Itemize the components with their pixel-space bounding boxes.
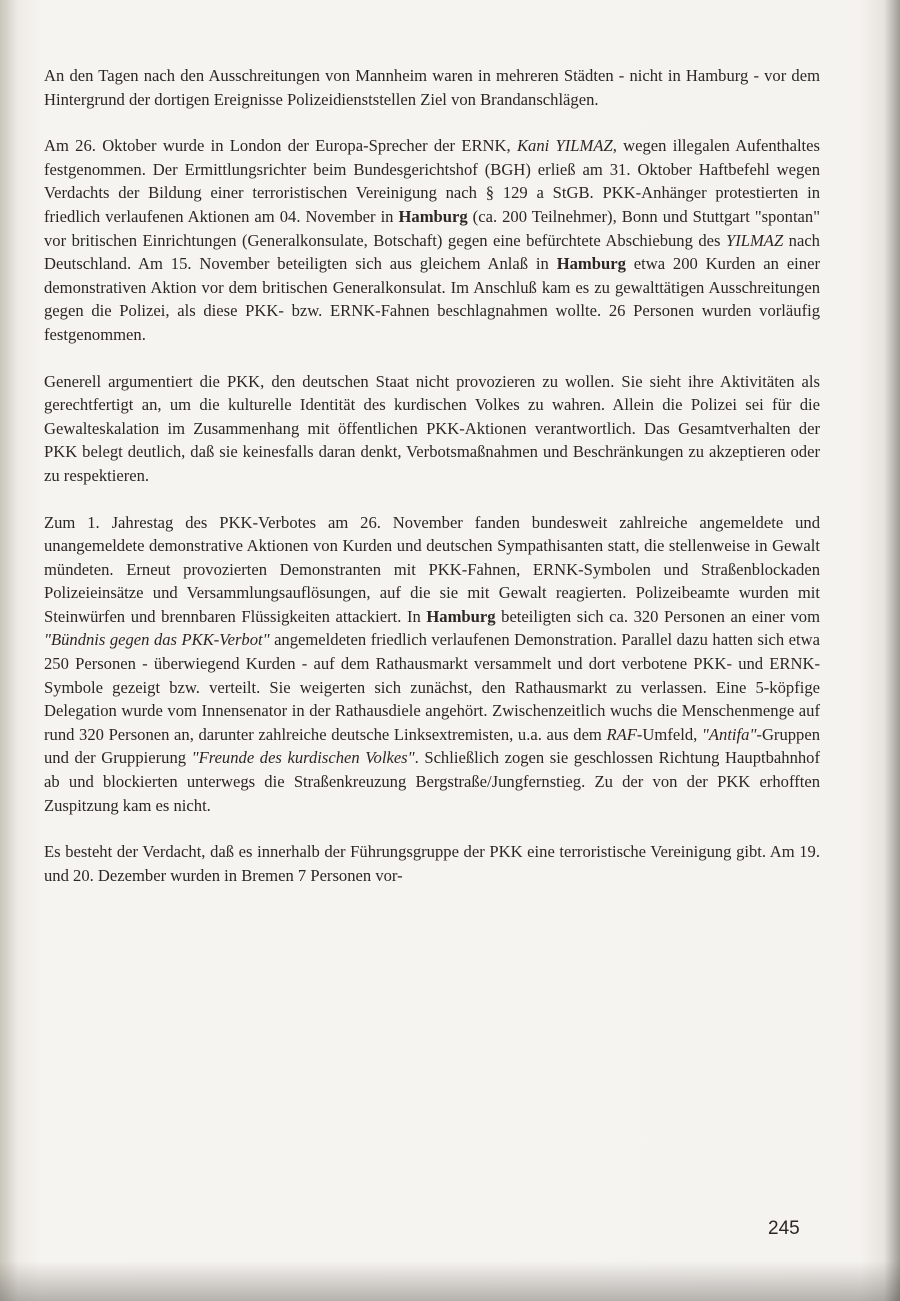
text-run: etwa 200 Kurden an einer demonstrativen Aktion vor dem britischen Generalkonsulat. Im Anschluß kam es zu gewalttätigen Ausschreitungen gegen die Polizei, als diese PKK- bzw. ERNK-Fahnen beschlagnahmen wollte. 26 Personen wurden vorläufig festgenommen.	[44, 254, 820, 344]
text-run: Zum 1. Jahrestag des PKK-Verbotes am 26. November fanden bundesweit zahlreiche angemeldete und unangemeldete demonstrative Aktionen von Kurden und deutschen Sympathisanten statt, die stellenweise in Gewalt mündeten. Erneut provozierten Demonstranten mit PKK-Fahnen, ERNK-Symbolen und Straßenblockaden Polizeieinsätze und Versammlungsauflösungen, auf die sie mit Gewalt reagierten. Polizeibeamte wurden mit Steinwürfen und brennbaren Flüssigkeiten attackiert. In	[44, 512, 820, 626]
text-run: -Gruppen und der Gruppierung	[44, 724, 821, 768]
text-run: Am 26. Oktober wurde in London der Europa-Sprecher der ERNK,	[44, 136, 517, 156]
text-run: , wegen illegalen Aufenthaltes festgenommen. Der Ermittlungsrichter beim Bundesgerichtshof (BGH) erließ am 31. Oktober Haftbefehl wegen Verdachts der Bildung einer terroristischen Vereinigung nach § 129 a StGB. PKK-Anhänger protestierten in friedlich verlaufenen Aktionen am 04. November in	[44, 136, 820, 226]
page-number: 245	[768, 1218, 800, 1239]
text-run: An den Tagen nach den Ausschreitungen von Mannheim waren in mehreren Städten - nicht in Hamburg - vor dem Hintergrund der dortigen Ereignisse Polizeidienststellen Ziel von Brandanschlägen.	[44, 66, 820, 109]
text-run: (ca. 200 Teilnehmer), Bonn und Stuttgart "spontan" vor britischen Einrichtungen (Generalkonsulate, Botschaft) gegen eine befürchtete Abschiebung des	[44, 206, 820, 250]
italic-text: "Bündnis gegen das PKK-Verbot"	[44, 630, 270, 650]
text-run: . Schließlich zogen sie geschlossen Richtung Hauptbahnhof ab und blockierten unterwegs die Straßenkreuzung Bergstraße/Jungfernstieg. Zu der von der PKK erhofften Zuspitzung kam es nicht.	[44, 748, 820, 815]
bold-text: Hamburg	[556, 254, 626, 274]
text-run: -Umfeld,	[636, 724, 702, 744]
italic-text: Kani YILMAZ	[516, 136, 613, 156]
italic-text: RAF	[606, 724, 637, 744]
text-run: angemeldeten friedlich verlaufenen Demonstration. Parallel dazu hatten sich etwa 250 Personen - überwiegend Kurden - auf dem Rathausmarkt versammelt und dort verbotene PKK- und ERNK-Symbole gezeigt bzw. verteilt. Sie weigerten sich zunächst, den Rathausmarkt zu verlassen. Eine 5-köpfige Delegation wurde vom Innensenator in der Rathausdiele angehört. Zwischenzeitlich wuchs die Menschenmenge auf rund 320 Personen an, darunter zahlreiche deutsche Linksextremisten, u.a. aus dem	[44, 630, 820, 744]
page-edge-shadow	[0, 1261, 900, 1301]
text-run: Es besteht der Verdacht, daß es innerhalb der Führungsgruppe der PKK eine terroristische Vereinigung gibt. Am 19. und 20. Dezember wurden in Bremen 7 Personen vor-	[44, 842, 820, 885]
text-run: nach Deutschland. Am 15. November beteiligten sich aus gleichem Anlaß in	[44, 230, 820, 274]
paragraph	[44, 840, 820, 887]
body-text	[44, 64, 820, 910]
bold-text: Hamburg	[398, 206, 468, 226]
text-run: beteiligten sich ca. 320 Personen an einer vom	[495, 606, 820, 626]
paragraph	[44, 370, 820, 488]
italic-text: "Antifa"	[701, 724, 757, 744]
italic-text: YILMAZ	[726, 230, 784, 250]
paragraph	[44, 511, 820, 818]
italic-text: "Freunde des kurdischen Volkes"	[191, 748, 415, 768]
paragraph	[44, 64, 820, 111]
paragraph	[44, 134, 820, 346]
text-run: Generell argumentiert die PKK, den deutschen Staat nicht provozieren zu wollen. Sie sieht ihre Aktivitäten als gerechtfertigt an, um die kulturelle Identität des kurdischen Volkes zu wahren. Allein die Polizei sei für die Gewalteskalation im Zusammenhang mit öffentlichen PKK-Aktionen verantwortlich. Das Gesamtverhalten der PKK belegt deutlich, daß sie keinesfalls daran denkt, Verbotsmaßnahmen und Beschränkungen zu akzeptieren oder zu respektieren.	[44, 371, 820, 485]
bold-text: Hamburg	[426, 606, 496, 626]
